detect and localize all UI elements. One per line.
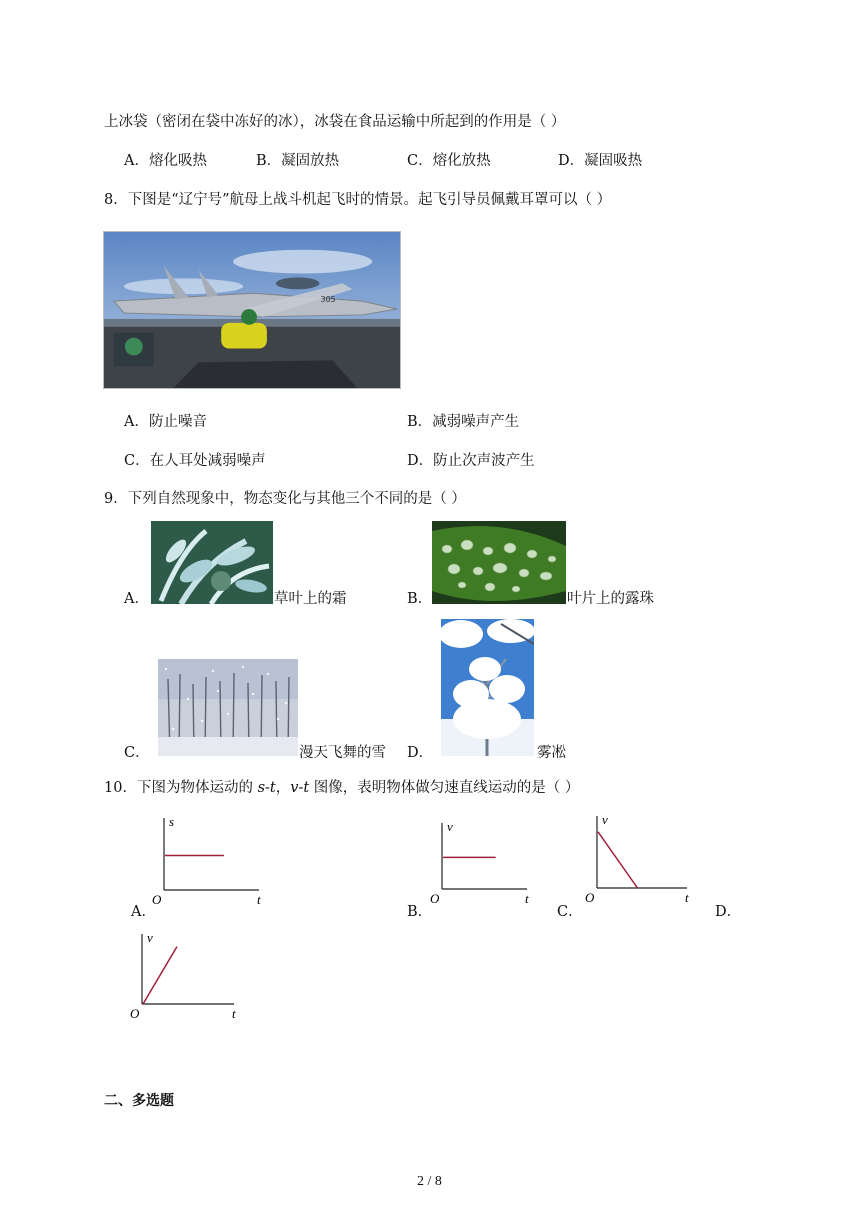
origin-label: O — [130, 1006, 140, 1021]
origin-label: O — [430, 891, 440, 906]
q10-vt-label-t: t — [303, 780, 310, 796]
graph-svg — [150, 812, 265, 912]
x-axis-label: t — [525, 891, 529, 906]
x-axis-label: t — [257, 892, 261, 907]
q10-option-c-letter: C． — [557, 904, 583, 920]
q9-option-b-letter: B． — [407, 591, 433, 607]
graph-svg — [583, 810, 693, 910]
q8-option-a: A．防止噪音 — [124, 414, 207, 430]
y-axis-label: v — [147, 930, 153, 945]
x-axis-label: t — [232, 1006, 236, 1021]
section-title: 二、多选题 — [104, 1093, 174, 1109]
q7-option-a: A．熔化吸热 — [124, 153, 207, 169]
graph-svg — [128, 928, 240, 1026]
graph-svg — [428, 817, 533, 911]
q7-option-c: C．熔化放热 — [407, 153, 491, 169]
q8-stem: 8．下图是“辽宁号”航母上战斗机起飞时的情景。起飞引导员佩戴耳罩可以（ ） — [104, 192, 612, 208]
q10-st-label: s — [257, 780, 266, 796]
q10-st-label-t: t — [269, 780, 276, 796]
origin-label: O — [585, 890, 595, 905]
graph-d — [128, 928, 240, 1026]
y-axis-label: s — [169, 814, 175, 829]
q8-option-b: B．减弱噪声产生 — [407, 414, 520, 430]
q9-option-a-letter: A． — [124, 591, 149, 607]
jet-number: 305 — [320, 295, 336, 305]
q9-option-a-caption: 草叶上的霜 — [274, 591, 347, 607]
q7-option-b: B．凝固放热 — [256, 153, 340, 169]
q9-option-c-letter: C． — [124, 745, 150, 761]
q9-stem: 9．下列自然现象中，物态变化与其他三个不同的是（ ） — [104, 491, 466, 507]
series-line — [143, 947, 177, 1004]
snowfall-photo — [158, 659, 298, 756]
dew-leaf-photo — [432, 521, 566, 604]
q9-option-d-caption: 雾凇 — [537, 745, 566, 761]
q10-option-d-letter: D． — [715, 904, 742, 920]
frost-grass-photo — [151, 521, 273, 604]
rime-tree-photo — [441, 619, 534, 756]
q7-option-d: D．凝固吸热 — [558, 153, 643, 169]
q8-option-d: D．防止次声波产生 — [407, 453, 535, 469]
q10-option-a-letter: A． — [131, 904, 156, 920]
q10-option-b-letter: B． — [407, 904, 433, 920]
page-number: 2 / 8 — [417, 1174, 442, 1189]
graph-b — [428, 817, 533, 911]
y-axis-label: v — [602, 812, 608, 827]
q9-option-b-caption: 叶片上的露珠 — [567, 591, 654, 607]
y-axis-label: v — [447, 819, 453, 834]
q10-stem: 10．下图为物体运动的 s-t，v-t 图像，表明物体做匀速直线运动的是（ ） — [104, 780, 580, 796]
carrier-jet-photo — [103, 231, 401, 389]
q10-vt-label: v — [290, 780, 299, 796]
graph-a — [150, 812, 265, 912]
q7-stem: 上冰袋（密闭在袋中冻好的冰），冰袋在食品运输中所起到的作用是（ ） — [104, 114, 566, 130]
origin-label: O — [152, 892, 162, 907]
x-axis-label: t — [685, 890, 689, 905]
q8-option-c: C．在人耳处减弱噪声 — [124, 453, 266, 469]
series-line — [598, 832, 638, 888]
q9-option-d-letter: D． — [407, 745, 434, 761]
graph-c — [583, 810, 693, 910]
q9-option-c-caption: 漫天飞舞的雪 — [299, 745, 386, 761]
